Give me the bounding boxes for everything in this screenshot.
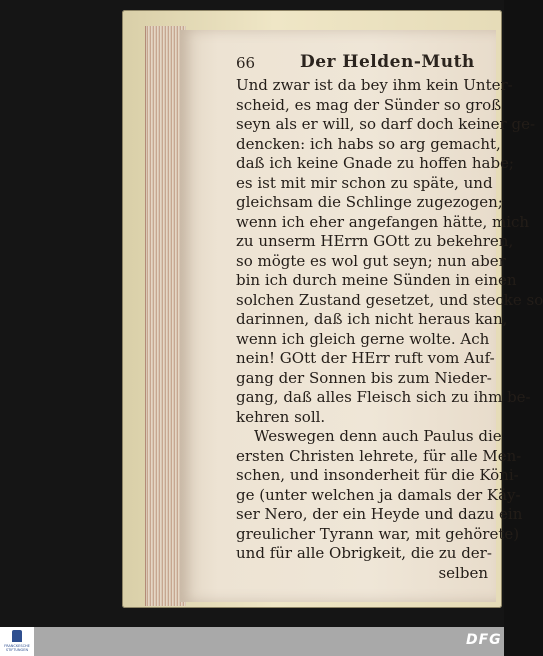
text-line: schen, und insonderheit für die Köni- — [236, 466, 519, 484]
text-line: greulicher Tyrann war, mit gehörete) — [236, 524, 520, 543]
text-line: wenn ich eher angefangen hätte, mich — [236, 212, 530, 231]
text-line: Und zwar ist da bey ihm kein Unter- — [236, 76, 513, 94]
library-logo[interactable] — [0, 627, 34, 656]
text-line: gang der Sonnen bis zum Nieder- — [236, 368, 492, 387]
text-line: gang, daß alles Fleisch sich zu ihm be- — [236, 388, 531, 406]
text-line: scheid, es mag der Sünder so groß — [236, 95, 502, 114]
text-line: ersten Christen lehrete, für alle Men- — [236, 446, 522, 465]
dfg-logo[interactable]: DFG — [466, 632, 502, 648]
text-line: kehren soll. — [236, 407, 326, 426]
text-line: zu unserm HErrn GOtt zu bekehren, — [236, 232, 514, 250]
text-line: gleichsam die Schlinge zugezogen; — [236, 193, 503, 211]
text-line: es ist mit mir schon zu späte, und — [236, 173, 493, 192]
body-text — [236, 76, 543, 583]
text-line: darinnen, daß ich nicht heraus kan, — [236, 310, 508, 328]
text-line: bin ich durch meine Sünden in einen — [236, 271, 517, 289]
text-line: und für alle Obrigkeit, die zu der- — [236, 544, 492, 562]
catchword: selben — [438, 563, 488, 582]
page-number: 66 — [236, 54, 256, 72]
text-line: wenn ich gleich gerne wolte. Ach — [236, 329, 490, 348]
viewer-footer — [0, 627, 504, 656]
text-line: ge (unter welchen ja damals der Käy- — [236, 485, 521, 504]
text-line: seyn als er will, so darf doch keiner ge- — [236, 115, 536, 133]
text-line: ser Nero, der ein Heyde und dazu ein — [236, 505, 523, 523]
text-line: dencken: ich habs so arg gemacht, — [236, 134, 501, 153]
text-line: solchen Zustand gesetzet, und stecke so — [236, 290, 543, 309]
text-line: so mögte es wol gut seyn; nun aber — [236, 251, 506, 270]
text-line: nein! GOtt der HErr ruft vom Auf- — [236, 349, 495, 367]
text-line: Weswegen denn auch Paulus die — [254, 427, 502, 445]
text-line: daß ich keine Gnade zu hoffen habe; — [236, 154, 514, 172]
library-logo-text: FRANCKESCHE STIFTUNGEN — [4, 644, 30, 652]
building-icon — [12, 630, 22, 642]
running-head: Der Helden-Muth — [300, 52, 475, 72]
